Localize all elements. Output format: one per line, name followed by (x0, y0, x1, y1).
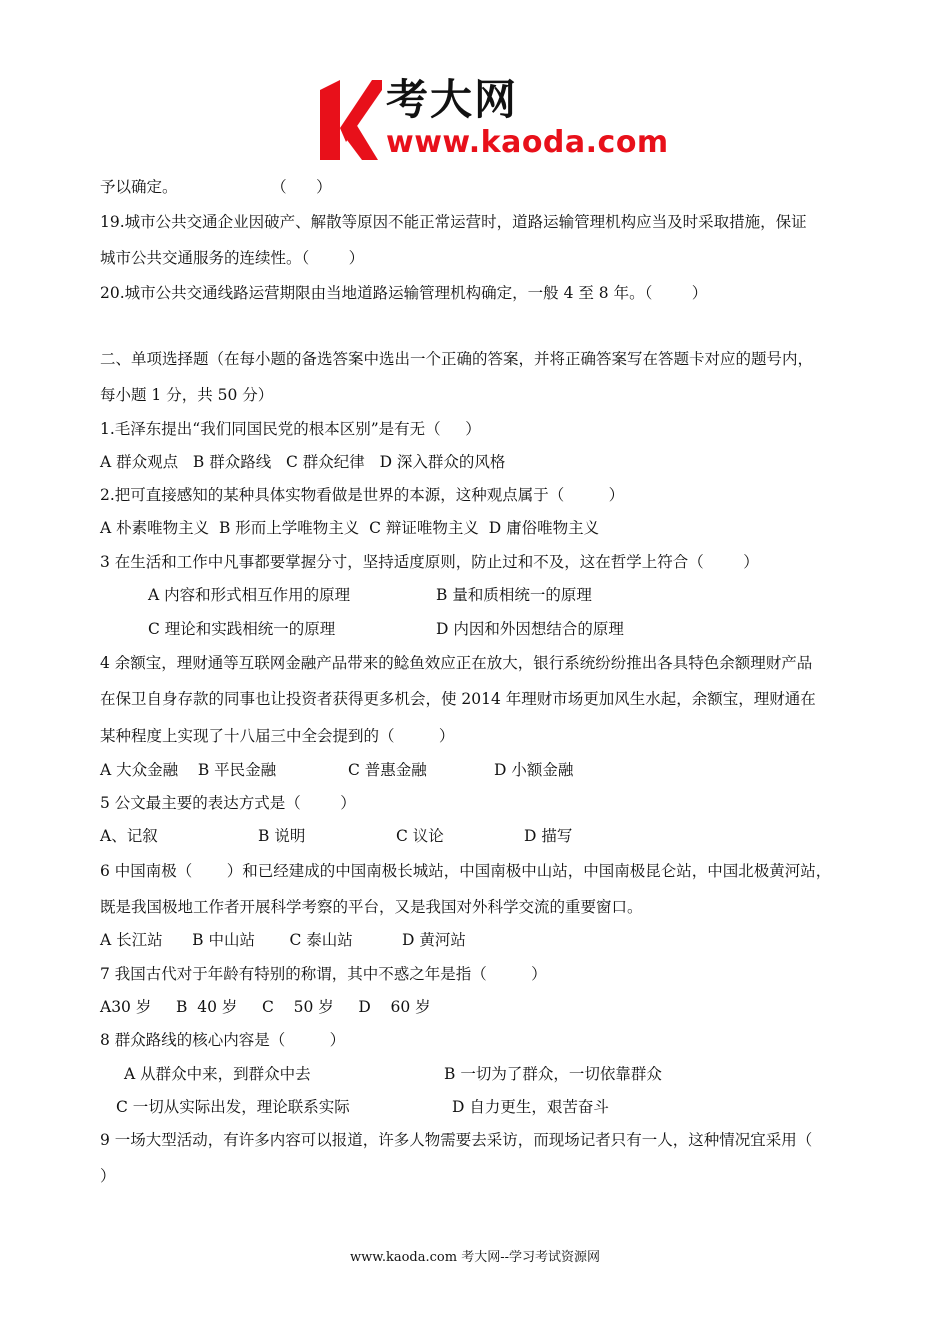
option-a: A、记叙 (100, 827, 158, 845)
question-3: 3 在生活和工作中凡事都要掌握分寸，坚持适度原则，防止过和不及，这在哲学上符合（ ） (100, 553, 759, 571)
option-c: C 普惠金融 (348, 761, 427, 779)
option-d: D 小额金融 (494, 761, 574, 779)
question-7: 7 我国古代对于年龄有特别的称谓，其中不惑之年是指（ ） (100, 965, 547, 983)
k-logo-icon (316, 76, 382, 162)
text-line: 在保卫自身存款的同事也让投资者获得更多机会，使 2014 年理财市场更加风生水起，余额宝，理财通在 (100, 690, 816, 708)
option-d: D 自力更生，艰苦奋斗 (452, 1098, 609, 1116)
option-b: B 一切为了群众，一切依靠群众 (444, 1065, 662, 1083)
text-line: ） (100, 1167, 116, 1185)
question-1-options: A 群众观点 B 群众路线 C 群众纪律 D 深入群众的风格 (100, 453, 506, 471)
section-heading: 二、单项选择题（在每小题的备选答案中选出一个正确的答案，并将正确答案写在答题卡对应的题号内， (100, 350, 814, 368)
option-d: D 描写 (524, 827, 573, 845)
question-7-options: A30 岁 B 40 岁 C 50 岁 D 60 岁 (100, 998, 431, 1016)
question-2: 2.把可直接感知的某种具体实物看做是世界的本源，这种观点属于（ ） (100, 486, 625, 504)
text-line: 19.城市公共交通企业因破产、解散等原因不能正常运营时，道路运输管理机构应当及时采取措施，保证 (100, 213, 807, 231)
option-ab: A 大众金融 B 平民金融 (100, 761, 277, 779)
text-line: 某种程度上实现了十八届三中全会提到的（ ） (100, 727, 455, 745)
text-line: 20.城市公共交通线路运营期限由当地道路运输管理机构确定，一般 4 至 8 年。（ ） (100, 284, 708, 302)
kaoda-logo (316, 75, 669, 166)
text-line: 既是我国极地工作者开展科学考察的平台，又是我国对外科学交流的重要窗口。 (100, 898, 643, 916)
option-b: B 量和质相统一的原理 (436, 586, 592, 604)
question-5: 5 公文最主要的表达方式是（ ） (100, 794, 356, 812)
question-1: 1.毛泽东提出“我们同国民党的根本区别”是有无（ ） (100, 420, 481, 438)
text-line: 予以确定。 （ ） (100, 178, 332, 196)
question-2-options: A 朴素唯物主义 B 形而上学唯物主义 C 辩证唯物主义 D 庸俗唯物主义 (100, 519, 600, 537)
question-9: 9 一场大型活动，有许多内容可以报道，许多人物需要去采访，而现场记者只有一人，这种情况宜采用（ (100, 1131, 813, 1149)
logo-url: www.kaoda.com (386, 125, 669, 160)
option-a: A 从群众中来，到群众中去 (124, 1065, 311, 1083)
question-4: 4 余额宝，理财通等互联网金融产品带来的鲶鱼效应正在放大，银行系统纷纷推出各具特色余额理财产品 (100, 654, 813, 672)
page-footer: www.kaoda.com 考大网--学习考试资源网 (350, 1250, 600, 1265)
option-b: B 说明 (258, 827, 306, 845)
text-line: 城市公共交通服务的连续性。（ ） (100, 249, 365, 267)
option-c: C 一切从实际出发，理论联系实际 (116, 1098, 350, 1116)
logo-brand-cn: 考大网 (386, 75, 519, 124)
question-8: 8 群众路线的核心内容是（ ） (100, 1031, 346, 1049)
option-a: A 内容和形式相互作用的原理 (148, 586, 351, 604)
option-d: D 内因和外因想结合的原理 (436, 620, 624, 638)
question-6: 6 中国南极（ ）和已经建成的中国南极长城站，中国南极中山站，中国南极昆仑站，中国北极黄河站， (100, 862, 832, 880)
option-c: C 理论和实践相统一的原理 (148, 620, 336, 638)
question-6-options: A 长江站 B 中山站 C 泰山站 D 黄河站 (100, 931, 466, 949)
option-c: C 议论 (396, 827, 444, 845)
text-line: 每小题 1 分，共 50 分） (100, 386, 274, 404)
